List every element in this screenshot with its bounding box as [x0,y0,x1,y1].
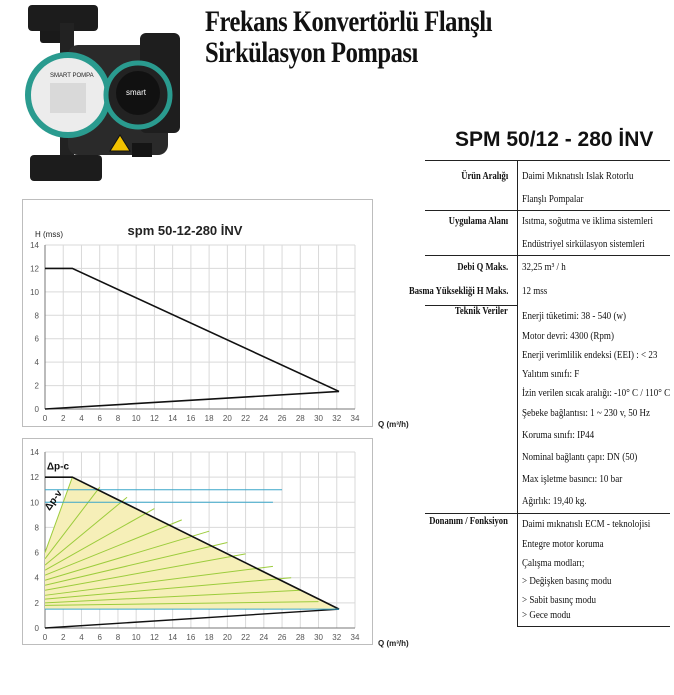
annotation-dp-v: Δp-v [43,488,65,513]
spec-value: Isıtma, soğutma ve iklima sistemleri [522,215,654,227]
y-tick-label: 4 [34,358,39,368]
y-tick-label: 0 [34,405,39,414]
x-tick-label: 2 [61,414,66,423]
x-tick-label: 18 [204,633,214,642]
chart-title: spm 50-12-280 İNV [127,223,243,238]
spec-value: Koruma sınıfı: IP44 [522,429,595,441]
x-tick-label: 20 [222,414,232,423]
spec-value: Daimi Mıknatıslı Islak Rotorlu [522,170,634,182]
x-tick-label: 28 [295,414,305,423]
x-tick-label: 6 [97,633,102,642]
pump-brand-label: smart [126,88,146,97]
y-tick-label: 0 [34,624,39,633]
x-tick-label: 30 [314,633,323,642]
chart-1 [0,195,420,435]
spec-value: Endüstriyel sirkülasyon sistemleri [522,238,645,250]
x-tick-label: 4 [79,414,84,423]
x-tick-label: 28 [295,633,305,642]
y-tick-label: 14 [30,448,39,457]
spec-label-teknik-veriler: Teknik Veriler [455,305,508,317]
spec-label-urun-araligi: Ürün Aralığı [461,170,508,182]
spec-table-top-border [425,160,670,161]
spec-value: Şebeke bağlantısı: 1 ~ 230 v, 50 Hz [522,407,651,419]
spec-table-divider [517,160,518,626]
x-tick-label: 14 [168,633,178,642]
spec-value: Motor devri: 4300 (Rpm) [522,330,614,342]
x-tick-label: 10 [131,633,141,642]
chart-2 [0,436,420,661]
spec-value: > Değişken basınç modu [522,575,612,587]
spec-table [408,160,671,630]
y-tick-label: 12 [30,473,39,483]
y-tick-label: 10 [30,498,39,508]
y-tick-label: 12 [30,264,39,274]
x-tick-label: 18 [204,414,214,423]
x-tick-label: 12 [149,633,159,642]
x-tick-label: 32 [332,633,342,642]
x-axis-label: Q (m³/h) [378,639,409,648]
spec-label-basma-yuksekligi: Basma Yüksekliği H Maks. [408,285,508,297]
spec-value: Nominal bağlantı çapı: DN (50) [522,451,638,463]
x-tick-label: 4 [79,633,84,642]
x-tick-label: 24 [259,414,269,423]
y-tick-label: 2 [34,598,39,608]
page-title [205,6,582,68]
spec-value: Enerji verimlilik endeksi (EEI) : < 23 [522,349,658,361]
spec-table-row-border [425,210,670,211]
y-axis-label: H (mss) [35,230,63,239]
x-tick-label: 10 [131,414,141,423]
spec-value: Entegre motor koruma [522,538,604,550]
page-title-line-1: Frekans Konvertörlü Flanşlı [205,5,492,38]
x-tick-label: 14 [168,414,178,423]
spec-table-row-border [425,255,670,256]
x-tick-label: 30 [314,414,323,423]
x-tick-label: 26 [277,633,287,642]
spec-value: > Sabit basınç modu [522,594,596,606]
spec-value: 12 mss [522,285,548,297]
spec-value: Çalışma modları; [522,557,585,569]
x-tick-label: 22 [241,633,251,642]
spec-value: Enerji tüketimi: 38 - 540 (w) [522,310,626,322]
page-title-line-2: Sirkülasyon Pompası [205,36,418,69]
x-tick-label: 22 [241,414,251,423]
min-line [45,609,339,628]
spec-value: Flanşlı Pompalar [522,193,584,205]
y-tick-label: 2 [34,381,39,391]
x-tick-label: 8 [115,414,121,423]
x-tick-label: 24 [259,633,269,642]
pump-panel-label: SMART POMPA [50,73,94,79]
y-tick-label: 14 [30,241,39,250]
x-tick-label: 20 [222,633,232,642]
x-axis-label: Q (m³/h) [378,420,409,429]
y-tick-label: 4 [34,573,39,583]
spec-label-donanim: Donanım / Fonksiyon [429,515,508,527]
spec-value: Yalıtım sınıfı: F [522,368,580,380]
model-name: SPM 50/12 - 280 İNV [455,128,654,151]
curve-line [45,391,339,409]
spec-label-uygulama-alani: Uygulama Alanı [448,215,508,227]
x-tick-label: 6 [97,414,102,423]
spec-value: Daimi mıknatıslı ECM - teknolojisi [522,518,651,530]
spec-value: Max işletme basıncı: 10 bar [522,473,623,485]
x-tick-label: 16 [186,633,196,642]
x-tick-label: 34 [350,414,360,423]
spec-value: İzin verilen sıcak aralığı: -10° C / 110° C [522,387,671,399]
spec-table-row-border [425,513,670,514]
annotation-dp-c: Δp-c [46,461,70,473]
y-tick-label: 8 [34,523,39,533]
x-tick-label: 34 [350,633,360,642]
spec-value: Ağırlık: 19,40 kg. [522,495,587,507]
y-tick-label: 6 [34,548,39,558]
x-tick-label: 32 [332,414,342,423]
x-tick-label: 26 [277,414,287,423]
y-tick-label: 6 [34,334,39,344]
x-tick-label: 12 [149,414,159,423]
curve-line [45,268,339,391]
x-tick-label: 0 [42,414,48,423]
x-tick-label: 16 [186,414,196,423]
y-tick-label: 8 [34,311,39,321]
spec-value: 32,25 m³ / h [522,261,566,273]
spec-label-debi: Debi Q Maks. [457,261,508,273]
x-tick-label: 0 [42,633,48,642]
spec-table-bottom-border [517,626,670,627]
spec-value: > Gece modu [522,609,571,621]
x-tick-label: 8 [115,633,121,642]
pump-image [20,5,190,185]
y-tick-label: 10 [30,287,39,297]
x-tick-label: 2 [61,633,66,642]
